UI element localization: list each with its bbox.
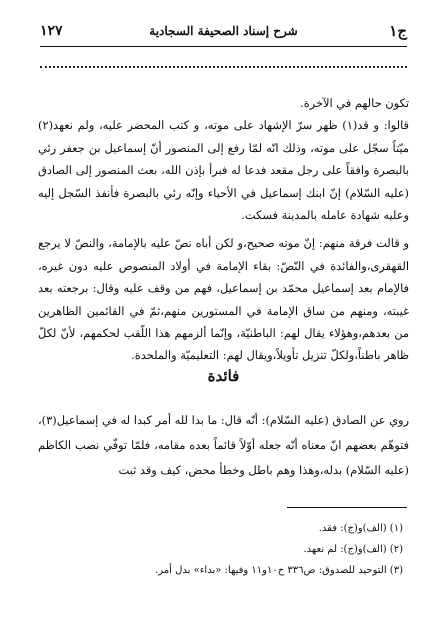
section-text xyxy=(38,408,409,483)
footnotes xyxy=(40,518,403,581)
footnote-rule xyxy=(287,507,407,508)
footnote: (٣) التوحيد للصدوق: ص٣٣٦ ح١٠و١١ وفيها: «بداء» بدل أمر. xyxy=(155,565,403,576)
paragraph: تكون حالهم في الآخرة. xyxy=(300,96,409,110)
footnote: (١) (الف)و(ج): فقد. xyxy=(318,523,403,534)
section-heading: فائدة xyxy=(207,367,240,385)
volume-label: ج١ xyxy=(389,22,407,40)
running-title: شرح إسناد الصحيفة السجادية xyxy=(149,24,298,38)
footnote: (٢) (الف)و(ج): لم نعهد. xyxy=(303,544,403,555)
main-text xyxy=(38,92,409,367)
running-header xyxy=(40,20,407,47)
dotted-separator xyxy=(40,66,407,68)
paragraph: روي عن الصادق (عليه السّلام): أنّه قال: ما بدا لله أمر كبدا له في إسماعيل(٣)، فتوهّم بعضهم انّ معناه أنّه جعله أوّلاً قائماً بعده مقامه، فلمّا توفّي نصب الكاظم (عليه السّلام) بدله،وهذا وهم باطل وخطأ محض، كيف وقد ثبت xyxy=(38,413,409,477)
page-number: ١٢٧ xyxy=(40,23,63,39)
paragraph: و قالت فرقة منهم: إنّ موته صحيح،و لكن أباه نصّ عليه بالإمامة، والنصّ لا يرجع القهقرى،والفائدة في النّصّ: بقاء الإمامة في أولاد المنصوص عليه دون غيره، فالإمام بعد إسماعيل محمّد بن إسماعيل، فهم من وقف عليه وقال: برجعته بعد غيبته، ومنهم من ساق الإمامة في المستورين منهم،ثمّ في القائمين الظاهرين من بعدهم،وهؤلاء يقال لهم: الباطنيّة، وإنّما ألزمهم هذا اللّقب لحكمهم، لأنّ لكلّ ظاهر باطناً،ولكلّ تنزيل تأويلاً،ويقال لهم: التعليميّة والملحدة. xyxy=(38,236,409,363)
paragraph: قالوا: و قد(١) ظهر سرّ الإشهاد على موته، و كتب المحضر عليه، ولم نعهد(٢) ميّتاً سجّل على موته، وذلك انّه لمّا رفع إلى المنصور أنّ إسماعيل بن جعفر رئي بالبصرة وافقاً على رجل مقعد فدعا له فبرأ بإذن الله، بعث المنصور إلى الصادق (عليه السّلام) إنّ ابنك إسماعيل في الأحياء وإنّه رئي بالبصرة فأنفذ السّجل إليه وعليه شهادة عامله بالمدينة فسكت. xyxy=(38,118,409,223)
